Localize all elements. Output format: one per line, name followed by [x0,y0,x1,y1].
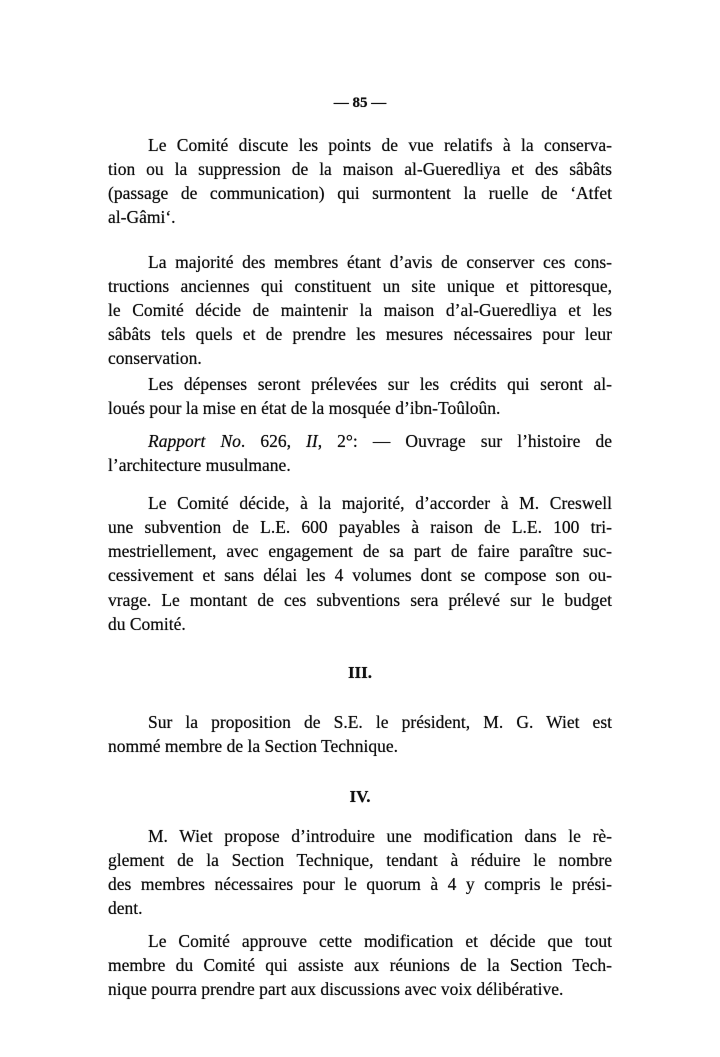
paragraph-5-line: du Comité. [108,614,186,634]
paragraph-1-line: tion ou la suppression de la maison al-Gueredliya et des sâbâts [108,159,612,179]
paragraph-8-line: nique pourra prendre part aux discussions avec voix délibérative. [108,979,564,999]
rapport-heading-line [148,430,612,452]
paragraph-5-line: cessivement et sans délai les 4 volumes dont se compose son ou- [108,565,612,585]
rapport-title: , 2°: — Ouvrage sur l’histoire de [317,431,613,451]
paragraph-3-line: loués pour la mise en état de la mosquée d’ibn-Toûloûn. [108,398,501,418]
paragraph-5-line: une subvention de L.E. 600 payables à raison de L.E. 100 tri- [108,517,612,537]
paragraph-5-line: Le Comité décide, à la majorité, d’accorder à M. Creswell [148,493,612,513]
paragraph-1-line: al-Gâmi‘. [108,207,176,227]
rapport-section: II [306,431,318,451]
paragraph-7-line: des membres nécessaires pour le quorum à 4 y compris le prési- [108,874,612,894]
rapport-number: . 626, [240,431,307,451]
paragraph-8-line: Le Comité approuve cette modification et décide que tout [148,931,612,951]
section-heading-iii: III. [347,663,373,682]
paragraph-2-line: sâbâts tels quels et de prendre les mesures nécessaires pour leur [108,324,612,344]
rapport-label: Rapport No [148,431,241,451]
paragraph-6-line: Sur la proposition de S.E. le président, M. G. Wiet est [148,712,612,732]
section-heading-iv: IV. [349,787,371,806]
paragraph-7-line: M. Wiet propose d’introduire une modification dans le rè- [148,826,612,846]
paragraph-5-line: mestriellement, avec engagement de sa part de faire paraître suc- [108,541,612,561]
paragraph-1-line: (passage de communication) qui surmontent la ruelle de ‘Atfet [108,183,612,203]
paragraph-2-line: tructions anciennes qui constituent un site unique et pittoresque, [108,276,612,296]
paragraph-1-line: Le Comité discute les points de vue relatifs à la conserva- [148,135,612,155]
paragraph-2-line: conservation. [108,348,202,368]
paragraph-6-line: nommé membre de la Section Technique. [108,736,399,756]
paragraph-7-line: glement de la Section Technique, tendant à réduire le nombre [108,850,612,870]
paragraph-5-line: vrage. Le montant de ces subventions sera prélevé sur le budget [108,590,612,610]
paragraph-7-line: dent. [108,898,143,918]
paragraph-2-line: La majorité des membres étant d’avis de conserver ces cons- [148,252,612,272]
page-number: — 85 — [333,95,387,111]
paragraph-4-line: l’architecture musulmane. [108,455,291,475]
paragraph-2-line: le Comité décide de maintenir la maison d’al-Gueredliya et les [108,300,612,320]
paragraph-8-line: membre du Comité qui assiste aux réunions de la Section Tech- [108,955,612,975]
paragraph-3-line: Les dépenses seront prélevées sur les crédits qui seront al- [148,374,612,394]
